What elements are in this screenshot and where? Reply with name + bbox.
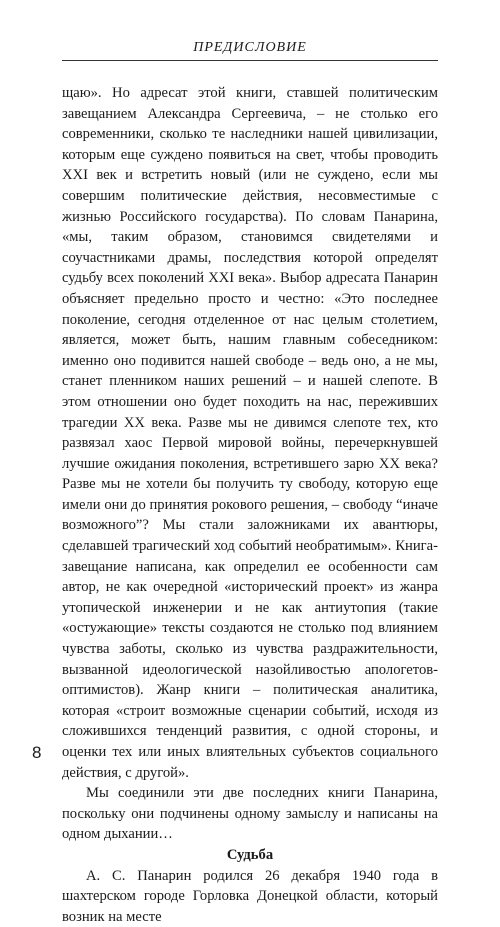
section-heading: Судьба: [226, 846, 274, 863]
paragraph-biography: А. С. Панарин родился 26 декабря 1940 года в шахтерском городе Горловка Донецкой области, который возник на месте: [62, 867, 438, 925]
page-body: [62, 83, 438, 927]
paragraph-summary: Мы соединили эти две последних книги Панарина, поскольку они подчинены одному замыслу и написаны на одном дыхании…: [62, 785, 438, 843]
paragraph-continuation: щаю». Но адресат этой книги, ставшей политическим завещанием Александра Сергеевича, – не столько его современники, сколько те наследники нашей цивилизации, которым еще суждено появиться на свет, чтобы проводить XXI век и встретить новый (или не суждено, если мы совершим политические действия, несовместимые с жизнью Российского государства). По словам Панарина, «мы, таким образом, становимся свидетелями и соучастниками драмы, последствия которой определят судьбу всех поколений XXI века». Выбор адресата Панарин объясняет предельно просто и честно: «Это последнее поколение, сегодня отделенное от нас целым столетием, является, может быть, нашим главным собеседником: именно оно подивится нашей свободе – ведь оно, а не мы, станет пленником наших решений – и нашей слепоте. В этом отношении оно будет походить на нас, переживших трагедии XX века. Разве мы не дивимся слепоте тех, кто развязал хаос Первой мировой войны, перечеркнувшей лучшие ожидания поколения, встретившего зарю XX века? Разве мы не хотели бы получить ту свободу, которую еще имели они до принятия рокового решения, – свободу “иначе возможного”? Мы стали заложниками их авантюры, сделавшей трагический ход событий необратимым». Книга-завещание написана, как определил ее особенности сам автор, не как очередной «исторический проект» из жанра утопической инженерии и не как антиутопия (такие «остужающие» тексты создаются не столько под влиянием чувства заботы, сколько из чувства раздражительности, вызванной идеологической назойливостью апологетов-оптимистов). Жанр книги – политическая аналитика, которая «строит возможные сценарии событий, исходя из сложившихся тенденций развития, с одной стороны, и оценки тех или иных влиятельных субъектов социального действия, с другой».: [62, 85, 438, 781]
page-number: 8: [32, 743, 42, 762]
running-head: ПРЕДИСЛОВИЕ: [193, 40, 307, 55]
header-rule: [62, 60, 438, 61]
